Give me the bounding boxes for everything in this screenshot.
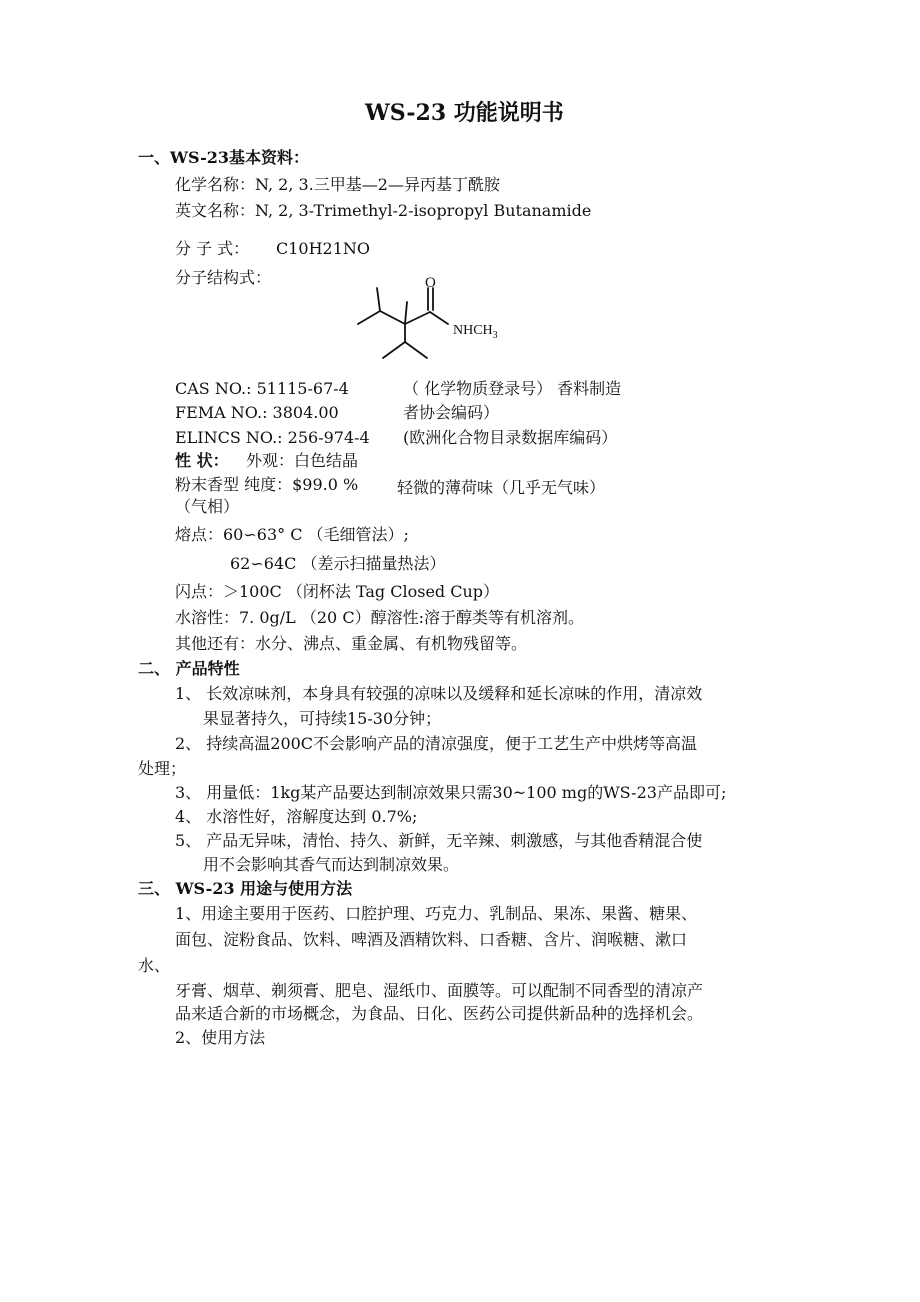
molecular-structure [350, 272, 525, 372]
solubility: 水溶性：7. 0g/L （20 C）醇溶性:溶于醇类等有机溶剂。 [175, 608, 584, 627]
section-3-heading: 三、 WS-23 用途与使用方法 [138, 879, 353, 898]
usage-line-2: 面包、淀粉食品、饮料、啤酒及酒精饮料、口香糖、含片、润喉糖、漱口 [175, 930, 688, 949]
other-items: 其他还有：水分、沸点、重金属、有机物残留等。 [175, 634, 528, 653]
usage-method: 2、使用方法 [175, 1028, 266, 1047]
feature-1-line-1: 1、 长效凉味剂，本身具有较强的凉味以及缓释和延长凉味的作用，清凉效 [175, 684, 703, 703]
powder-purity: 粉末香型 纯度：$99.0 % [175, 475, 359, 494]
feature-1-line-2: 果显著持久，可持续15-30分钟； [203, 709, 442, 728]
melting-point-1: 熔点：60∽63° C （毛细管法）; [175, 525, 409, 544]
structure-label: 分子结构式： [175, 268, 272, 287]
section-2-heading: 二、 产品特性 [138, 659, 240, 678]
feature-3: 3、 用量低：1kg某产品要达到制凉效果只需30~100 mg的WS-23产品即可; [175, 783, 727, 802]
elincs-note: (欧洲化合物目录数据库编码） [403, 428, 618, 447]
fema-number: FEMA NO.: 3804.00 [175, 403, 339, 422]
cas-note: （ 化学物质登录号） 香料制造 [403, 379, 622, 398]
elincs-number: ELINCS NO.: 256-974-4 [175, 428, 370, 447]
section-1-heading: 一、WS-23基本资料： [138, 148, 310, 167]
feature-2-line-2: 处理； [138, 759, 187, 778]
mint-odor: 轻微的薄荷味（几乎无气味） [397, 478, 606, 497]
oxygen-atom: O [425, 275, 436, 291]
melting-point-2: 62∽64C （差示扫描量热法） [230, 554, 446, 573]
amide-subscript: 3 [492, 330, 498, 341]
formula-label: 分 子 式： [175, 239, 250, 258]
fema-note: 者协会编码） [403, 403, 500, 422]
cas-number: CAS NO.: 51115-67-4 [175, 379, 349, 398]
svg-text:NHCH3 [453, 323, 498, 341]
amide-group: NHCH [453, 323, 493, 338]
property-label: 性 状： [175, 451, 229, 470]
feature-5-line-1: 5、 产品无异味，清怡、持久、新鲜，无辛辣、刺激感，与其他香精混合使 [175, 831, 703, 850]
gas-phase: （气相） [175, 497, 240, 516]
usage-line-4: 牙膏、烟草、剃须膏、肥皂、湿纸巾、面膜等。可以配制不同香型的清凉产 [175, 981, 704, 1000]
property-value: 外观：白色结晶 [246, 451, 359, 470]
english-name: 英文名称：N, 2, 3-Trimethyl-2-isopropyl Butanamide [175, 201, 592, 220]
formula-value: C10H21NO [276, 239, 371, 258]
feature-2-line-1: 2、 持续高温200C不会影响产品的清凉强度，便于工艺生产中烘烤等高温 [175, 734, 698, 753]
feature-5-line-2: 用不会影响其香气而达到制凉效果。 [203, 855, 460, 874]
usage-line-5: 品来适合新的市场概念，为食品、日化、医药公司提供新品种的选择机会。 [175, 1004, 704, 1023]
feature-4: 4、 水溶性好，溶解度达到 0.7%; [175, 807, 418, 826]
usage-line-1: 1、用途主要用于医药、口腔护理、巧克力、乳制品、果冻、果酱、糖果、 [175, 904, 698, 923]
doc-title: WS-23 功能说明书 [365, 100, 564, 126]
flash-point: 闪点：＞100C （闭杯法 Tag Closed Cup） [175, 582, 500, 601]
usage-line-3: 水、 [138, 956, 171, 975]
chemical-name: 化学名称：N, 2, 3.三甲基—2—异丙基丁酰胺 [175, 175, 500, 194]
